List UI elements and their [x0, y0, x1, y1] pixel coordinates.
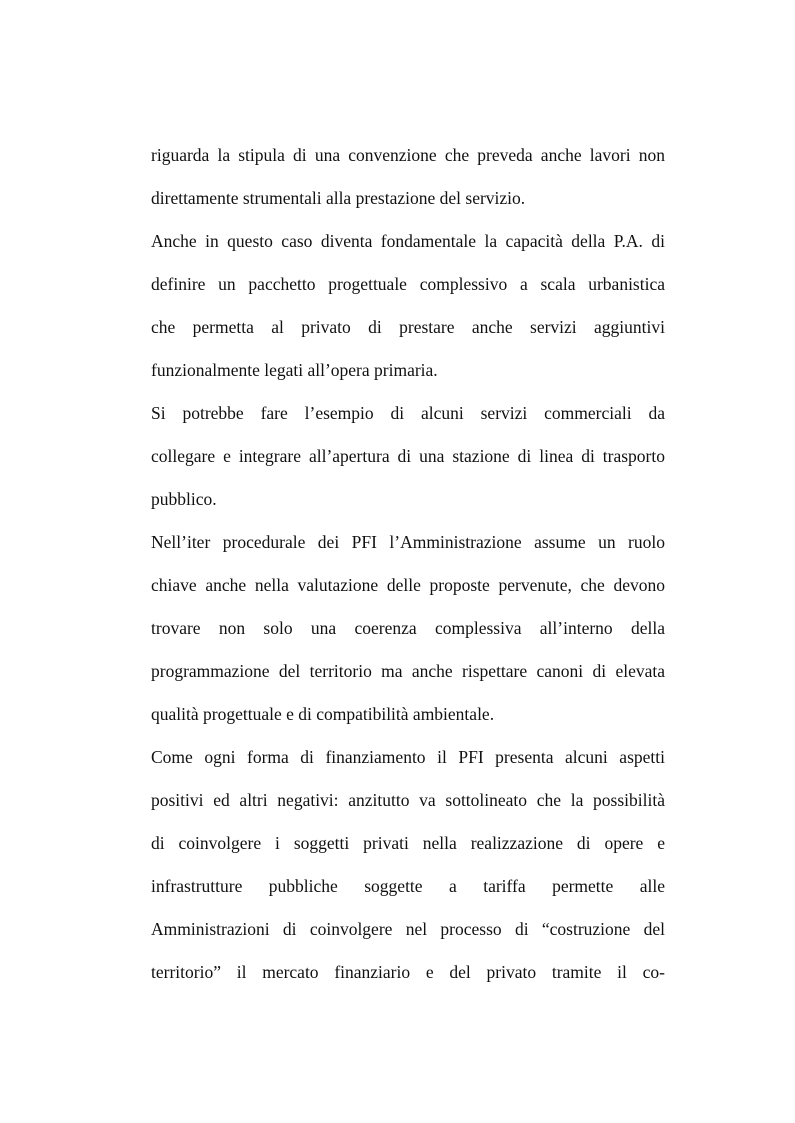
text-line: pubblico.: [151, 489, 217, 509]
text-line: territorio” il mercato finanziario e del privato tramite il co-: [151, 962, 665, 982]
text-line: trovare non solo una coerenza complessiva all’interno della: [151, 618, 665, 638]
text-line: infrastrutture pubbliche soggette a tariffa permette alle: [151, 876, 665, 896]
paragraph: [151, 397, 665, 526]
text-line: collegare e integrare all’apertura di una stazione di linea di trasporto: [151, 446, 665, 466]
text-line: che permetta al privato di prestare anche servizi aggiuntivi: [151, 317, 665, 337]
text-line: funzionalmente legati all’opera primaria.: [151, 360, 438, 380]
text-line: programmazione del territorio ma anche rispettare canoni di elevata: [151, 661, 665, 681]
text-line: chiave anche nella valutazione delle proposte pervenute, che devono: [151, 575, 665, 595]
text-line: di coinvolgere i soggetti privati nella realizzazione di opere e: [151, 833, 665, 853]
paragraph: [151, 139, 665, 225]
paragraph: [151, 225, 665, 397]
paragraph: [151, 741, 665, 999]
text-line: definire un pacchetto progettuale complessivo a scala urbanistica: [151, 274, 665, 294]
text-line: positivi ed altri negativi: anzitutto va sottolineato che la possibilità: [151, 790, 665, 810]
text-line: Come ogni forma di finanziamento il PFI presenta alcuni aspetti: [151, 747, 665, 767]
paragraph: [151, 526, 665, 741]
text-line: Si potrebbe fare l’esempio di alcuni servizi commerciali da: [151, 403, 665, 423]
text-line: Anche in questo caso diventa fondamentale la capacità della P.A. di: [151, 231, 665, 251]
text-line: direttamente strumentali alla prestazione del servizio.: [151, 188, 526, 208]
text-line: riguarda la stipula di una convenzione che preveda anche lavori non: [151, 145, 665, 165]
body-text: [151, 139, 665, 999]
text-line: qualità progettuale e di compatibilità ambientale.: [151, 704, 495, 724]
text-line: Amministrazioni di coinvolgere nel processo di “costruzione del: [151, 919, 665, 939]
text-line: Nell’iter procedurale dei PFI l’Amministrazione assume un ruolo: [151, 532, 665, 552]
